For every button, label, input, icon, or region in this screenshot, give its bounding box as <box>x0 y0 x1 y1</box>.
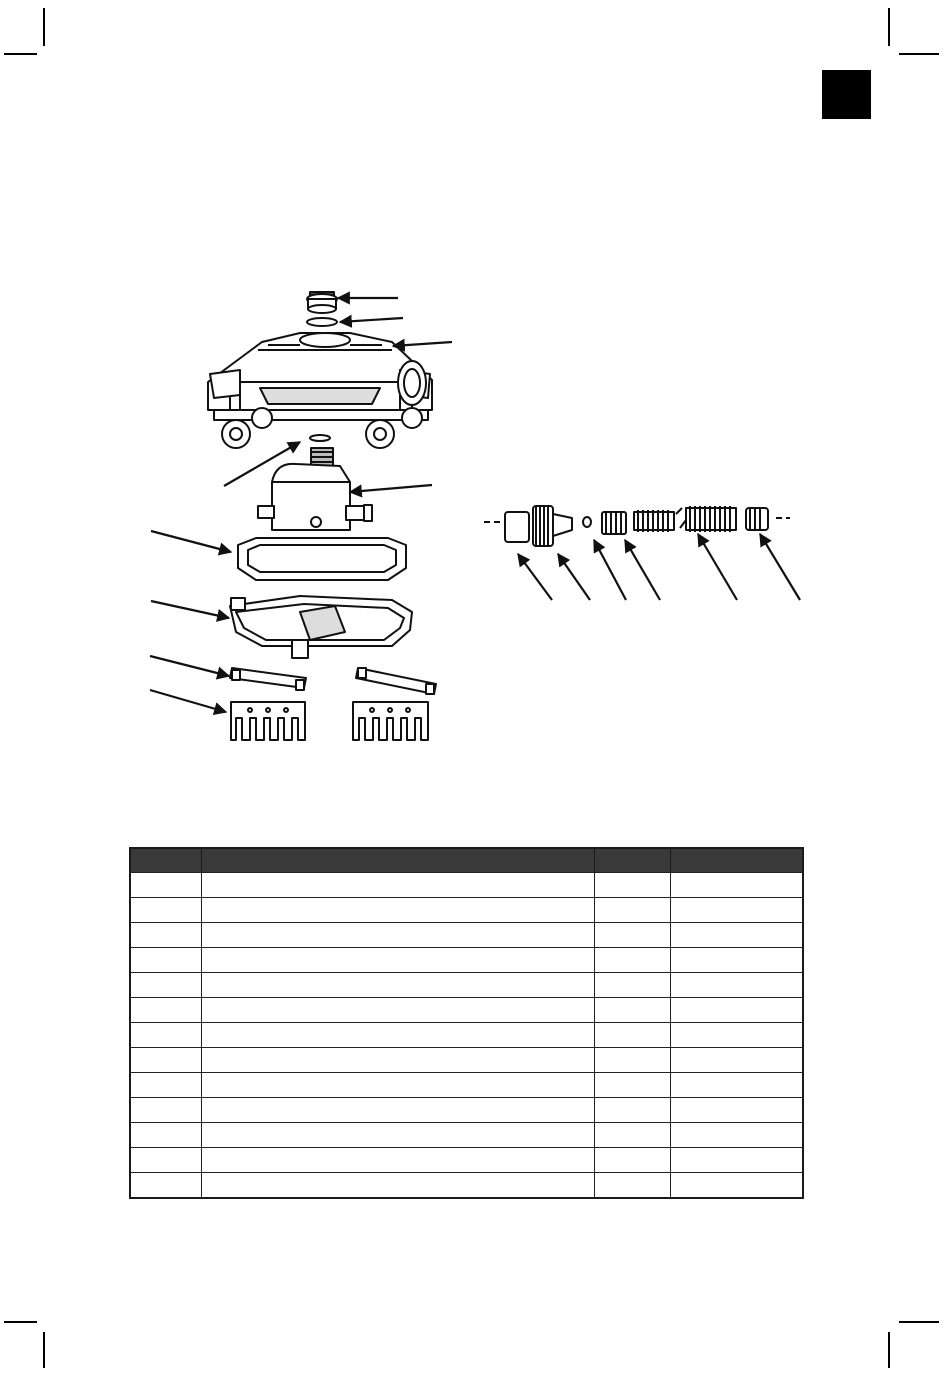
leader-arrow <box>518 554 552 600</box>
header-cell <box>594 848 670 873</box>
table-cell <box>130 1023 201 1048</box>
table-cell <box>201 1173 594 1199</box>
table-cell <box>594 1123 670 1148</box>
table-cell <box>594 1098 670 1123</box>
table-cell <box>201 898 594 923</box>
leader-arrow <box>151 531 231 552</box>
table-cell <box>201 948 594 973</box>
table-cell <box>594 1048 670 1073</box>
table-cell <box>201 973 594 998</box>
table-cell <box>201 1148 594 1173</box>
leader-arrow <box>150 690 226 712</box>
table-cell <box>670 1148 803 1173</box>
filter-frame-part <box>238 538 406 580</box>
table-cell <box>130 898 201 923</box>
leader-arrow <box>594 540 626 600</box>
table-row <box>130 948 803 973</box>
table-cell <box>201 1123 594 1148</box>
table-cell <box>594 948 670 973</box>
table-cell <box>670 1173 803 1199</box>
header-cell <box>201 848 594 873</box>
table-cell <box>201 873 594 898</box>
table-cell <box>201 1073 594 1098</box>
table-cell <box>670 1123 803 1148</box>
table-cell <box>201 1048 594 1073</box>
table-cell <box>130 1123 201 1148</box>
table-cell <box>670 1023 803 1048</box>
small-o-ring-part <box>310 435 330 441</box>
leader-arrow <box>625 540 660 600</box>
table-row <box>130 898 803 923</box>
table-row <box>130 923 803 948</box>
crop-mark-bottom-left-h <box>4 1321 37 1323</box>
table-row <box>130 1123 803 1148</box>
crop-mark-bottom-right-v <box>888 1332 890 1368</box>
table-cell <box>201 1023 594 1048</box>
table-row <box>130 1148 803 1173</box>
leader-arrow <box>350 485 432 492</box>
table-header-row <box>130 848 803 873</box>
table-cell <box>670 948 803 973</box>
table-cell <box>130 1048 201 1073</box>
table-cell <box>594 873 670 898</box>
top-nut-part <box>307 292 337 313</box>
table-row <box>130 998 803 1023</box>
table-row <box>130 973 803 998</box>
table-cell <box>130 973 201 998</box>
hose-assembly-part <box>484 506 790 546</box>
leader-arrow <box>340 318 403 322</box>
table-cell <box>670 898 803 923</box>
table-cell <box>130 1073 201 1098</box>
table-cell <box>594 973 670 998</box>
table-cell <box>670 973 803 998</box>
table-cell <box>130 1148 201 1173</box>
table-cell <box>594 923 670 948</box>
table-cell <box>670 923 803 948</box>
table-cell <box>670 1098 803 1123</box>
table-row <box>130 1098 803 1123</box>
table-cell <box>130 1098 201 1123</box>
table-cell <box>670 1048 803 1073</box>
base-tray-part <box>230 596 412 658</box>
table-cell <box>594 1148 670 1173</box>
comb-left-part <box>231 702 305 740</box>
table-cell <box>201 923 594 948</box>
header-cell <box>670 848 803 873</box>
table-cell <box>130 998 201 1023</box>
top-housing-part <box>208 333 432 448</box>
pump-housing-part <box>258 448 372 530</box>
o-ring-part <box>307 318 337 326</box>
comb-right-part <box>353 702 428 740</box>
table-row <box>130 873 803 898</box>
table-cell <box>201 1098 594 1123</box>
table-row <box>130 1023 803 1048</box>
table-cell <box>670 1073 803 1098</box>
table-cell <box>130 923 201 948</box>
table-cell <box>670 873 803 898</box>
leader-arrow <box>393 342 452 346</box>
table-cell <box>130 948 201 973</box>
table-cell <box>594 898 670 923</box>
table-cell <box>594 998 670 1023</box>
table-cell <box>594 1073 670 1098</box>
table-cell <box>594 1173 670 1199</box>
table-row <box>130 1173 803 1199</box>
leader-arrow <box>558 554 590 600</box>
leader-arrow <box>760 534 800 600</box>
crop-mark-bottom-left-v <box>43 1332 45 1368</box>
table-cell <box>130 873 201 898</box>
table-cell <box>670 998 803 1023</box>
table-cell <box>201 998 594 1023</box>
clip-bar-left-part <box>230 668 306 690</box>
table-cell <box>130 1173 201 1199</box>
table-cell <box>594 1023 670 1048</box>
clip-bar-right-part <box>356 668 436 694</box>
leader-arrow <box>151 601 229 618</box>
leader-arrow <box>698 534 737 600</box>
table-row <box>130 1073 803 1098</box>
leader-arrow <box>150 656 229 676</box>
crop-mark-bottom-right-h <box>899 1321 939 1323</box>
header-cell <box>130 848 201 873</box>
table-row <box>130 1048 803 1073</box>
parts-table <box>129 847 804 1199</box>
